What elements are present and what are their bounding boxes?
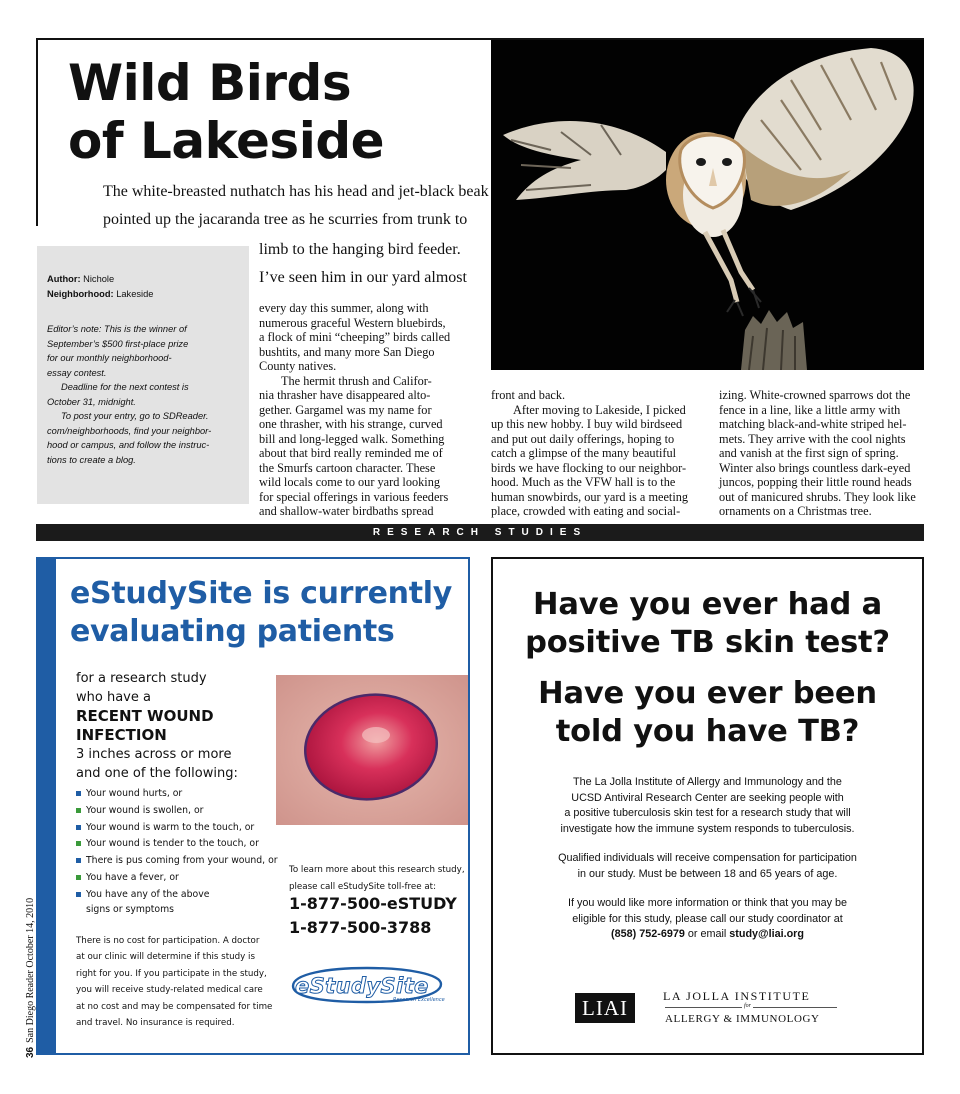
institute-for: for [744,1003,752,1009]
body-line: mets. They arrive with the cool nights [719,431,906,446]
question-line: Have you ever been [538,676,877,711]
body-line: and put out daily offerings, hoping to [491,431,675,446]
condition-line: INFECTION [76,726,167,744]
body-line: wild locals come to our yard looking [259,475,441,489]
editors-note-line: for our monthly neighborhood- [47,353,172,363]
cost-line: at our clinic will determine if this study is [76,952,255,963]
post-entry-line: To post your entry, go to SDReader. [61,411,209,421]
headline-line: evaluating patients [70,614,395,649]
learn-more-text [289,862,465,896]
symptom-item: You have any of the above [76,887,278,904]
editors-note-line: essay contest. [47,367,107,378]
cost-line: There is no cost for participation. A doctor [76,936,260,946]
post-entry-line: hood or campus, and follow the instruc- [47,440,210,450]
body-line: Winter also brings countless dark-eyed [719,460,911,475]
neighborhood-label: Neighborhood: [47,288,114,299]
estudysite-intro [76,669,238,783]
body-line: the Smurfs cartoon character. These [259,460,436,475]
body-line: out of manicured shrubs. They look like [719,489,916,504]
cost-line: right for you. If you participate in the study, [76,968,267,979]
symptom-list [76,786,278,916]
symptom-item: Your wound is tender to the touch, or [76,836,278,853]
estudysite-logo-tagline: Research Excellence [393,997,445,1003]
learn-more-line: please call eStudySite toll-free at: [289,882,437,892]
wound-illustration [276,675,468,825]
paragraph-line: eligible for this study, please call our study coordinator at [572,912,843,925]
article-column-1 [259,301,450,519]
body-line: gether. Gargamel was my name for [259,402,432,417]
neighborhood-value: Lakeside [116,288,154,299]
estudysite-logo [287,966,447,1004]
body-line: juncos, popping their little round heads [719,475,912,489]
article-title-line: of Lakeside [68,112,385,170]
body-line: The hermit thrush and Califor- [281,373,432,388]
body-line: human snowbirds, our yard is a meeting [491,489,689,504]
or-email-text: or email [684,928,730,940]
cost-line: and travel. No insurance is required. [76,1018,235,1029]
body-line: ornaments on a Christmas tree. [719,504,872,518]
body-line: one thrasher, with his strange, curved [259,417,443,431]
article-lede-line: I’ve seen him in our yard almost [259,269,467,286]
article-lede-line: limb to the hanging bird feeder. [259,241,461,258]
body-line: birds we have flocking to our neighbor- [491,460,687,475]
estudy-phone-number[interactable]: 1-877-500-3788 [289,918,432,937]
barn-owl-illustration [491,40,924,370]
estudysite-logo-text: eStudySite [295,974,429,998]
no-cost-paragraph [76,933,272,1031]
symptom-item: There is pus coming from your wound, or [76,853,278,870]
paragraph-line: UCSD Antiviral Research Center are seeking people with [571,791,844,804]
question-line: positive TB skin test? [525,625,890,660]
body-line: and vanish at the first sign of spring. [719,446,899,460]
tb-question-1 [491,586,924,662]
article-column-3 [719,388,916,519]
wound-infection-photo [276,675,468,825]
symptom-item: Your wound is swollen, or [76,803,278,820]
intro-line: who have a [76,690,151,705]
tb-paragraph-3 [491,896,924,943]
paragraph-line: Qualified individuals will receive compensation for participation [558,852,857,864]
body-line: bill and long-legged walk. Something [259,431,445,446]
body-line: and shallow-water birdbaths spread [259,504,434,518]
deadline-line: October 31, midnight. [47,396,136,407]
paragraph-line: investigate how the immune system responds to tuberculosis. [560,822,855,835]
body-line: front and back. [491,388,566,402]
estudysite-headline [70,575,452,651]
institute-name: LA JOLLA INSTITUTE [663,989,811,1003]
paragraph-line: in our study. Must be between 18 and 65 years of age. [577,867,838,880]
tb-paragraph-2 [491,851,924,882]
article-title-line: Wild Birds [68,54,352,112]
tb-email-link[interactable]: study@liai.org [729,928,804,940]
intro-line: for a research study [76,671,207,686]
liai-logo-mark: LIAI [575,993,635,1023]
article-lede-line: pointed up the jacaranda tree as he scurries from trunk to [103,211,468,228]
editors-note-line: September’s $500 first-place prize [47,338,189,349]
institute-subtitle: ALLERGY & IMMUNOLOGY [665,1013,820,1025]
body-line: After moving to Lakeside, I picked [513,402,686,417]
size-line: 3 inches across or more [76,747,232,762]
symptom-item-continuation: signs or symptoms [86,903,175,915]
post-entry-line: com/neighborhoods, find your neighbor- [47,425,212,436]
cost-line: at no cost and may be compensated for time [76,1001,273,1012]
size-line: and one of the following: [76,766,238,781]
body-line: County natives. [259,359,337,373]
headline-line: eStudySite is currently [70,576,453,611]
section-bar-research-studies: RESEARCH STUDIES [36,524,924,541]
learn-more-line: To learn more about this research study, [289,865,465,875]
barn-owl-photo [491,40,924,370]
symptom-item: You have a fever, or [76,870,278,887]
estudy-phone-vanity[interactable]: 1-877-500-eSTUDY [289,894,457,913]
paragraph-line: If you would like more information or think that you may be [567,897,848,909]
article-title [68,54,384,170]
body-line: numerous graceful Western bluebirds, [259,315,446,330]
body-line: matching black-and-white striped hel- [719,417,907,431]
author-line [47,272,239,287]
body-line: about that bird really reminded me of [259,446,443,460]
author-value: Nichole [83,274,115,284]
deadline-line: Deadline for the next contest is [61,382,189,392]
body-line: for special offerings in various feeders [259,489,449,504]
symptom-item: Your wound hurts, or [76,786,278,803]
cost-line: you will receive study-related medical care [76,985,263,996]
body-line: catch a glimpse of the many beautiful [491,446,677,460]
article-lede-line: The white-breasted nuthatch has his head and jet-black beak [103,183,489,200]
author-label: Author: [47,274,81,284]
neighborhood-line [47,287,239,302]
body-line: bushtits, and many more San Diego [259,344,435,359]
question-line: told you have TB? [555,714,860,749]
editors-note-line: Editor’s note: This is the winner of [47,324,187,334]
body-line: nia thrasher have disappeared alto- [259,388,431,402]
tb-question-2 [491,675,924,751]
body-line: hood. Much as the VFW hall is to the [491,475,676,489]
body-line: place, crowded with eating and social- [491,504,681,518]
question-line: Have you ever had a [533,587,882,622]
body-line: up this new hobby. I buy wild birdseed [491,417,683,431]
symptom-item: Your wound is warm to the touch, or [76,820,278,837]
contact-line [491,927,924,943]
body-line: every day this summer, along with [259,301,429,315]
body-line: fence in a line, like a little army with [719,402,901,417]
tb-phone-number[interactable]: (858) 752-6979 [611,928,685,940]
article-column-2 [491,388,688,519]
paragraph-line: The La Jolla Institute of Allergy and Immunology and the [573,776,842,788]
body-line: a flock of mini “cheeping” birds called [259,330,451,344]
condition-line: RECENT WOUND [76,707,214,725]
publication-dateline: San Diego Reader October 14, 2010 [25,897,36,1043]
paragraph-line: a positive tuberculosis skin test for a research study that will [564,807,851,819]
editors-note [47,322,239,467]
article-frame-left [36,38,38,226]
body-line: izing. White-crowned sparrows dot the [719,388,911,402]
page-number: 36 [25,1046,36,1058]
post-entry-line: tions to create a blog. [47,454,136,465]
page-margin-text [25,898,36,1058]
tb-paragraph-1 [491,775,924,837]
editors-note-box [37,246,249,504]
